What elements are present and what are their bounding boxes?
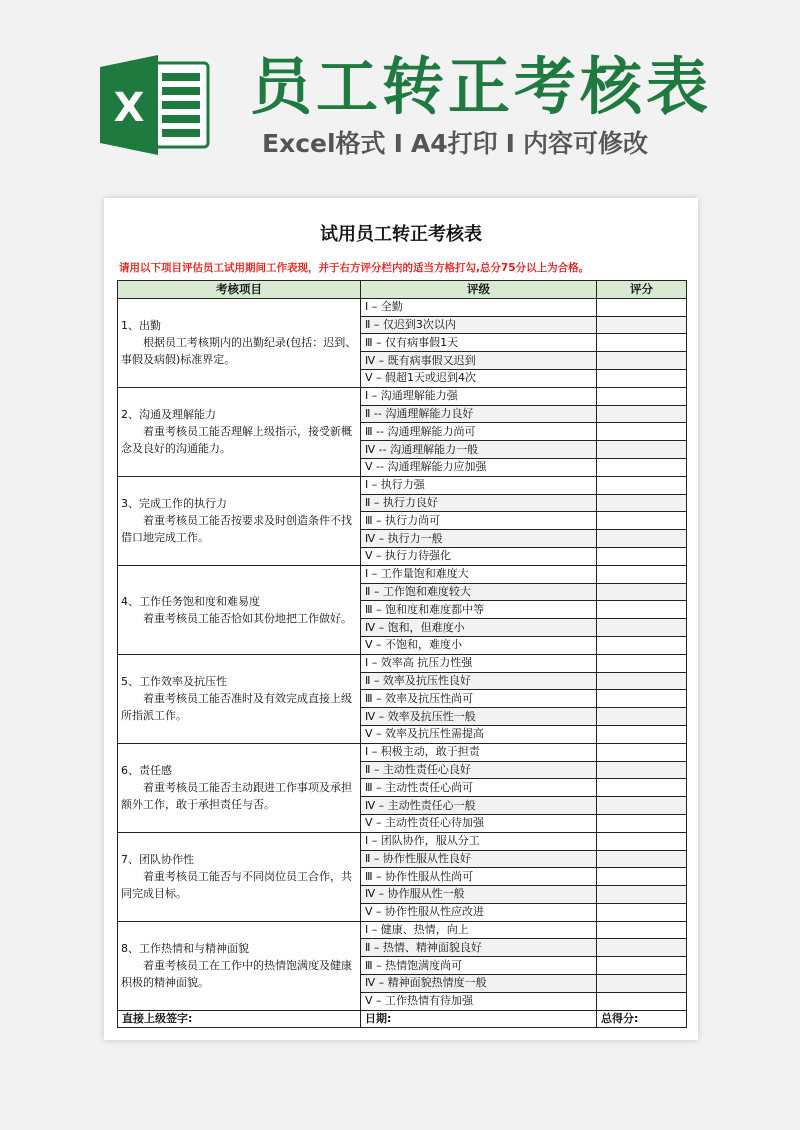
instruction-text: 请用以下项目评估员工试用期间工作表现，并于右方评分栏内的适当方格打勾,总分75分以上为合格。 (119, 262, 590, 274)
grade-option: Ⅳ -- 沟通理解能力一般 (361, 441, 597, 459)
score-checkbox-cell[interactable] (597, 779, 687, 797)
total-score-field[interactable]: 总得分: (597, 1010, 687, 1028)
excel-logo-icon (100, 55, 212, 155)
score-checkbox-cell[interactable] (597, 708, 687, 726)
score-checkbox-cell[interactable] (597, 369, 687, 387)
grade-option: Ⅱ – 热情、精神面貌良好 (361, 939, 597, 957)
score-checkbox-cell[interactable] (597, 992, 687, 1010)
score-checkbox-cell[interactable] (597, 868, 687, 886)
criterion-title: 4、工作任务饱和度和难易度 (121, 594, 260, 608)
grade-option: Ⅲ – 效率及抗压性尚可 (361, 690, 597, 708)
criterion-title: 8、工作热情和与精神面貌 (121, 942, 249, 956)
score-checkbox-cell[interactable] (597, 565, 687, 583)
score-checkbox-cell[interactable] (597, 797, 687, 815)
criterion-description: 着重考核员工在工作中的热情饱满度及健康积极的精神面貌。 (121, 959, 352, 990)
score-checkbox-cell[interactable] (597, 814, 687, 832)
header-grade: 评级 (361, 281, 597, 299)
subtitle-part: 内容可修改 (522, 129, 648, 158)
table-row (118, 298, 687, 316)
grade-option: Ⅰ – 积极主动，敢于担责 (361, 743, 597, 761)
grade-option: Ⅲ – 饱和度和难度都中等 (361, 601, 597, 619)
subtitle-part: Excel格式 (262, 129, 386, 158)
grade-option: Ⅴ – 主动性责任心待加强 (361, 814, 597, 832)
grade-option: Ⅳ – 饱和，但难度小 (361, 619, 597, 637)
criterion-title: 3、完成工作的执行力 (121, 497, 227, 511)
banner (0, 0, 800, 200)
criterion-cell (118, 832, 361, 921)
header-score: 评分 (597, 281, 687, 299)
score-checkbox-cell[interactable] (597, 316, 687, 334)
score-checkbox-cell[interactable] (597, 441, 687, 459)
document-title: 试用员工转正考核表 (320, 224, 482, 245)
grade-option: Ⅲ – 主动性责任心尚可 (361, 779, 597, 797)
criterion-description: 着重考核员工能否主动跟进工作事项及承担额外工作，敢于承担责任与否。 (121, 781, 352, 812)
score-checkbox-cell[interactable] (597, 921, 687, 939)
score-checkbox-cell[interactable] (597, 850, 687, 868)
score-checkbox-cell[interactable] (597, 619, 687, 637)
grade-option: Ⅲ – 协作性服从性尚可 (361, 868, 597, 886)
grade-option: Ⅴ – 效率及抗压性需提高 (361, 725, 597, 743)
score-checkbox-cell[interactable] (597, 601, 687, 619)
criterion-cell (118, 476, 361, 565)
date-field[interactable]: 日期: (361, 1010, 597, 1028)
grade-option: Ⅱ – 仅迟到3次以内 (361, 316, 597, 334)
grade-option: Ⅱ -- 沟通理解能力良好 (361, 405, 597, 423)
score-checkbox-cell[interactable] (597, 743, 687, 761)
grade-option: Ⅳ – 既有病事假又迟到 (361, 352, 597, 370)
table-row (118, 476, 687, 494)
score-checkbox-cell[interactable] (597, 387, 687, 405)
grade-option: Ⅴ – 执行力待强化 (361, 547, 597, 565)
grade-option: Ⅳ – 效率及抗压性一般 (361, 708, 597, 726)
subtitle-separator: I (393, 129, 403, 158)
grade-option: Ⅴ – 不饱和，难度小 (361, 636, 597, 654)
grade-option: Ⅱ – 工作饱和难度较大 (361, 583, 597, 601)
score-checkbox-cell[interactable] (597, 832, 687, 850)
criterion-description: 着重考核员工能否与不同岗位员工合作，共同完成目标。 (121, 870, 352, 901)
grade-option: Ⅴ – 工作热情有待加强 (361, 992, 597, 1010)
grade-option: Ⅲ – 热情饱满度尚可 (361, 957, 597, 975)
score-checkbox-cell[interactable] (597, 405, 687, 423)
grade-option: Ⅲ – 仅有病事假1天 (361, 334, 597, 352)
score-checkbox-cell[interactable] (597, 512, 687, 530)
document-page (104, 198, 698, 1040)
criterion-description: 着重考核员工能否理解上级指示，接受新概念及良好的沟通能力。 (121, 425, 352, 456)
table-row (118, 921, 687, 939)
grade-option: Ⅰ – 全勤 (361, 298, 597, 316)
score-checkbox-cell[interactable] (597, 530, 687, 548)
table-row (118, 743, 687, 761)
criterion-description: 根据员工考核期内的出勤纪录(包括：迟到、事假及病假)标准界定。 (121, 336, 357, 367)
score-checkbox-cell[interactable] (597, 423, 687, 441)
grade-option: Ⅴ – 假超1天或迟到4次 (361, 369, 597, 387)
criterion-title: 5、工作效率及抗压性 (121, 675, 227, 689)
table-row (118, 387, 687, 405)
score-checkbox-cell[interactable] (597, 761, 687, 779)
table-row (118, 654, 687, 672)
grade-option: Ⅱ – 效率及抗压性良好 (361, 672, 597, 690)
grade-option: Ⅰ – 沟通理解能力强 (361, 387, 597, 405)
subtitle-separator: I (505, 129, 515, 158)
header-item: 考核项目 (118, 281, 361, 299)
score-checkbox-cell[interactable] (597, 636, 687, 654)
criterion-cell (118, 743, 361, 832)
criterion-title: 6、责任感 (121, 764, 172, 778)
grade-option: Ⅲ -- 沟通理解能力尚可 (361, 423, 597, 441)
grade-option: Ⅴ -- 沟通理解能力应加强 (361, 458, 597, 476)
criterion-cell (118, 654, 361, 743)
criterion-cell (118, 387, 361, 476)
criterion-description: 着重考核员工能否准时及有效完成直接上级所指派工作。 (121, 692, 352, 723)
score-checkbox-cell[interactable] (597, 975, 687, 993)
evaluation-table (117, 280, 687, 1028)
score-checkbox-cell[interactable] (597, 547, 687, 565)
grade-option: Ⅰ – 团队协作，服从分工 (361, 832, 597, 850)
grade-option: Ⅱ – 执行力良好 (361, 494, 597, 512)
criterion-cell (118, 565, 361, 654)
footer-row (118, 1010, 687, 1028)
score-checkbox-cell[interactable] (597, 690, 687, 708)
score-checkbox-cell[interactable] (597, 654, 687, 672)
table-body (118, 298, 687, 1028)
criterion-title: 1、出勤 (121, 319, 161, 333)
grade-option: Ⅱ – 协作性服从性良好 (361, 850, 597, 868)
banner-subtitle (262, 124, 782, 164)
grade-option: Ⅱ – 主动性责任心良好 (361, 761, 597, 779)
score-checkbox-cell[interactable] (597, 939, 687, 957)
score-checkbox-cell[interactable] (597, 957, 687, 975)
criterion-cell (118, 298, 361, 387)
score-checkbox-cell[interactable] (597, 352, 687, 370)
grade-option: Ⅲ – 执行力尚可 (361, 512, 597, 530)
criterion-title: 7、团队协作性 (121, 853, 194, 867)
score-checkbox-cell[interactable] (597, 476, 687, 494)
criterion-cell (118, 921, 361, 1010)
score-checkbox-cell[interactable] (597, 494, 687, 512)
score-checkbox-cell[interactable] (597, 334, 687, 352)
grade-option: Ⅰ – 效率高 抗压力性强 (361, 654, 597, 672)
score-checkbox-cell[interactable] (597, 886, 687, 904)
score-checkbox-cell[interactable] (597, 458, 687, 476)
grade-option: Ⅰ – 工作量饱和难度大 (361, 565, 597, 583)
grade-option: Ⅳ – 主动性责任心一般 (361, 797, 597, 815)
supervisor-signature-field[interactable]: 直接上级签字: (118, 1010, 361, 1028)
grade-option: Ⅳ – 协作服从性一般 (361, 886, 597, 904)
criterion-title: 2、沟通及理解能力 (121, 408, 216, 422)
score-checkbox-cell[interactable] (597, 903, 687, 921)
subtitle-part: A4打印 (410, 129, 498, 158)
score-checkbox-cell[interactable] (597, 298, 687, 316)
banner-title: 员工转正考核表 (250, 50, 713, 123)
score-checkbox-cell[interactable] (597, 672, 687, 690)
grade-option: Ⅰ – 执行力强 (361, 476, 597, 494)
grade-option: Ⅰ – 健康、热情，向上 (361, 921, 597, 939)
table-header-row (118, 281, 687, 299)
table-row (118, 832, 687, 850)
grade-option: Ⅳ – 执行力一般 (361, 530, 597, 548)
score-checkbox-cell[interactable] (597, 725, 687, 743)
grade-option: Ⅴ – 协作性服从性应改进 (361, 903, 597, 921)
criterion-description: 着重考核员工能否按要求及时创造条件不找借口地完成工作。 (121, 514, 352, 545)
grade-option: Ⅳ – 精神面貌热情度一般 (361, 975, 597, 993)
score-checkbox-cell[interactable] (597, 583, 687, 601)
logo-letter: X (113, 85, 145, 131)
table-row (118, 565, 687, 583)
criterion-description: 着重考核员工能否恰如其份地把工作做好。 (143, 611, 352, 625)
